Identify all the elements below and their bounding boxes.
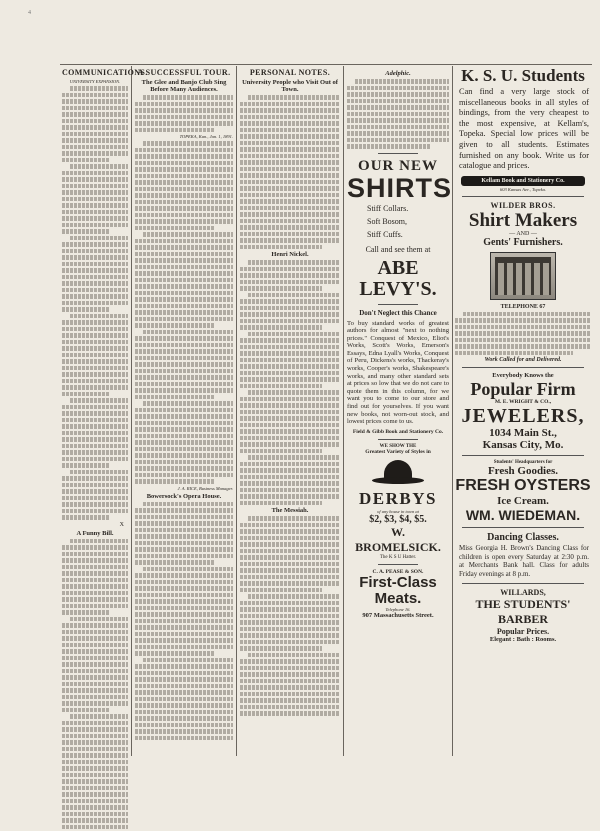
barber-ad-baths: Elegant : Bath : Rooms. [489, 635, 557, 643]
derbys-ad-title: DERBYS [359, 488, 437, 508]
wiedeman-ad-goodies: Fresh Goodies. [487, 465, 559, 478]
derby-hat-illustration [370, 458, 426, 486]
column-rule-4 [452, 66, 453, 756]
shirts-ad [347, 157, 453, 300]
derbys-ad-store: W. BROMELSICK. [355, 524, 441, 554]
shirts-ad-item-2: Soft Bosom, [367, 216, 408, 226]
shirt-makers-ad-firm: WILDER BROS. [490, 200, 556, 210]
kellam-ad-name: Kellam Book and Stationery Co. [461, 176, 585, 186]
column-rule-2 [236, 66, 237, 756]
meats-ad [347, 569, 449, 619]
dancing-ad-title: Dancing Classes. [487, 532, 559, 544]
meats-ad-telephone: Telephone 16. [385, 606, 411, 612]
funny-bill-heading: A Funny Bill. [76, 529, 114, 537]
jewelers-ad-title: JEWELERS, [461, 405, 585, 428]
shirt-makers-ad-telephone: TELEPHONE 67 [500, 303, 546, 310]
derbys-ad-show: WE SHOW THE [379, 443, 417, 449]
shirts-ad-item-1: Stiff Collars. [367, 203, 409, 213]
communications-signature: X [119, 521, 124, 528]
dancing-ad-body: Miss Georgia H. Brown's Dancing Class for children is open every Saturday at 2:30 p.m. at Merchants Bank hall. Class for adults Friday evenings at 8 p.m. [459, 544, 589, 579]
shirt-makers-ad [455, 201, 591, 364]
derbys-ad-any: of any house in town at [377, 508, 419, 514]
derbys-ad-variety: Greatest Variety of Styles in [365, 448, 431, 455]
personal-notes-subhead: University People who Visit Out of Town. [242, 79, 338, 93]
shirt-makers-ad-title: Shirt Makers [468, 209, 578, 231]
shirts-ad-item-3: Stiff Cuffs. [367, 229, 403, 239]
ksu-ad-body: Can find a very large stock of miscellaneous books in all styles of bindings, from the very cheapest to the most expensive, at Kellam's, Topeka. Special low prices will be given to all students. Estimates furnished on any book. Write us for catalogue and prices. [459, 87, 589, 171]
ksu-ad-title: K. S. U. Students [461, 66, 585, 85]
shirt-makers-ad-and: — AND — [509, 230, 537, 237]
column-rule-1 [131, 66, 132, 756]
university-expansion-subhead: UNIVERSITY EXPANSION. [69, 79, 121, 84]
successful-tour-heading: A SUCCESSFUL TOUR. [137, 68, 231, 77]
wiedeman-ad-oysters: FRESH OYSTERS [455, 477, 591, 495]
jewelers-ad-city: Kansas City, Mo. [482, 439, 564, 452]
jewelers-ad-popular: Popular Firm [470, 379, 576, 400]
shirts-ad-title: SHIRTS [347, 172, 453, 203]
page-number: 4 [28, 10, 31, 16]
book-ad [347, 309, 449, 435]
barber-ad-prices: Popular Prices. [496, 626, 550, 636]
jewelers-ad [455, 372, 591, 451]
top-rule [60, 64, 592, 65]
personal-notes-heading: PERSONAL NOTES. [249, 68, 331, 77]
wiedeman-ad-name: WM. WIEDEMAN. [465, 507, 581, 524]
derbys-ad-prices: $2, $3, $4, $5. [369, 513, 427, 525]
derbys-ad [347, 444, 449, 560]
book-ad-body: To buy standard works of greatest authors for almost "next to nothing prices." Conquest of Mexico, Eliot's Works, Scott's Works, Emerson's Essays, Edna Lyall's Works, Conquest of Peru, Dickens's works, Thackeray's works, Cooper's works, Shakespeare's works, and many other standard sets at prices so low that we do not care to quote them in this column, for we want you to come to our store and find out for yourselves. If you want new books, not worn-out stock, and lowest prices come to us. [347, 319, 449, 426]
ksu-students-ad [455, 66, 591, 192]
personal-notes-column [240, 68, 340, 718]
store-building-illustration [490, 252, 556, 300]
barber-ad [455, 588, 591, 643]
barber-ad-title: THE STUDENTS' BARBER [475, 596, 571, 626]
jewelers-ad-firm: M. E. WRIGHT & CO., [494, 399, 552, 406]
tour-dateline: TOPEKA, Kan., Jan. 1, 1891. [179, 134, 233, 139]
meats-ad-firm: C. A. PEASE & SON. [372, 568, 424, 575]
jewelers-ad-address: 1034 Main St., [489, 427, 557, 440]
successful-tour-column [135, 68, 233, 742]
book-ad-heading: Don't Neglect this Chance [359, 308, 437, 317]
barber-ad-name: WILLARDS, [500, 587, 546, 597]
shirt-makers-ad-laundry: Work Called for and Delivered. [484, 357, 562, 364]
shirt-makers-ad-gents: Gents' Furnishers. [483, 236, 563, 248]
henri-nickel-heading: Henri Nickel. [271, 251, 309, 258]
tour-signature: J. A. RICE, Business Manager. [177, 485, 233, 491]
wiedeman-ad-headquarters: Students' Headquarters for [493, 460, 553, 466]
communications-column [62, 68, 148, 831]
adelphic-column [347, 68, 453, 619]
messiah-heading: The Messiah. [271, 507, 309, 514]
opera-house-heading: Bowersock's Opera House. [146, 492, 222, 500]
adelphic-heading: Adelphic. [385, 70, 411, 77]
shirts-ad-line1: OUR NEW [358, 157, 438, 174]
shirts-ad-call: Call and see them at [365, 244, 431, 254]
meats-ad-title: First-Class Meats. [359, 573, 437, 607]
meats-ad-address: 907 Massachusetts Street. [362, 611, 434, 619]
column-rule-3 [343, 66, 344, 756]
advertisements-column [455, 66, 591, 643]
glee-club-subhead: The Glee and Banjo Club Sing Before Many Audiences. [141, 79, 227, 93]
wiedeman-ad-ice-cream: Ice Cream. [497, 495, 549, 508]
wiedeman-ad [455, 460, 591, 523]
jewelers-ad-intro: Everybody Knows the [492, 372, 554, 380]
kellam-ad-address: 603 Kansas Ave., Topeka. [499, 186, 546, 192]
shirts-ad-store: ABE LEVY'S. [359, 256, 437, 300]
book-ad-signature: Field & Gibb Book and Stationery Co. [352, 428, 444, 435]
derbys-ad-tagline: The K S U Hatter. [379, 554, 417, 560]
communications-heading: COMMUNICATIONS. [62, 68, 148, 77]
dancing-ad [455, 532, 591, 578]
